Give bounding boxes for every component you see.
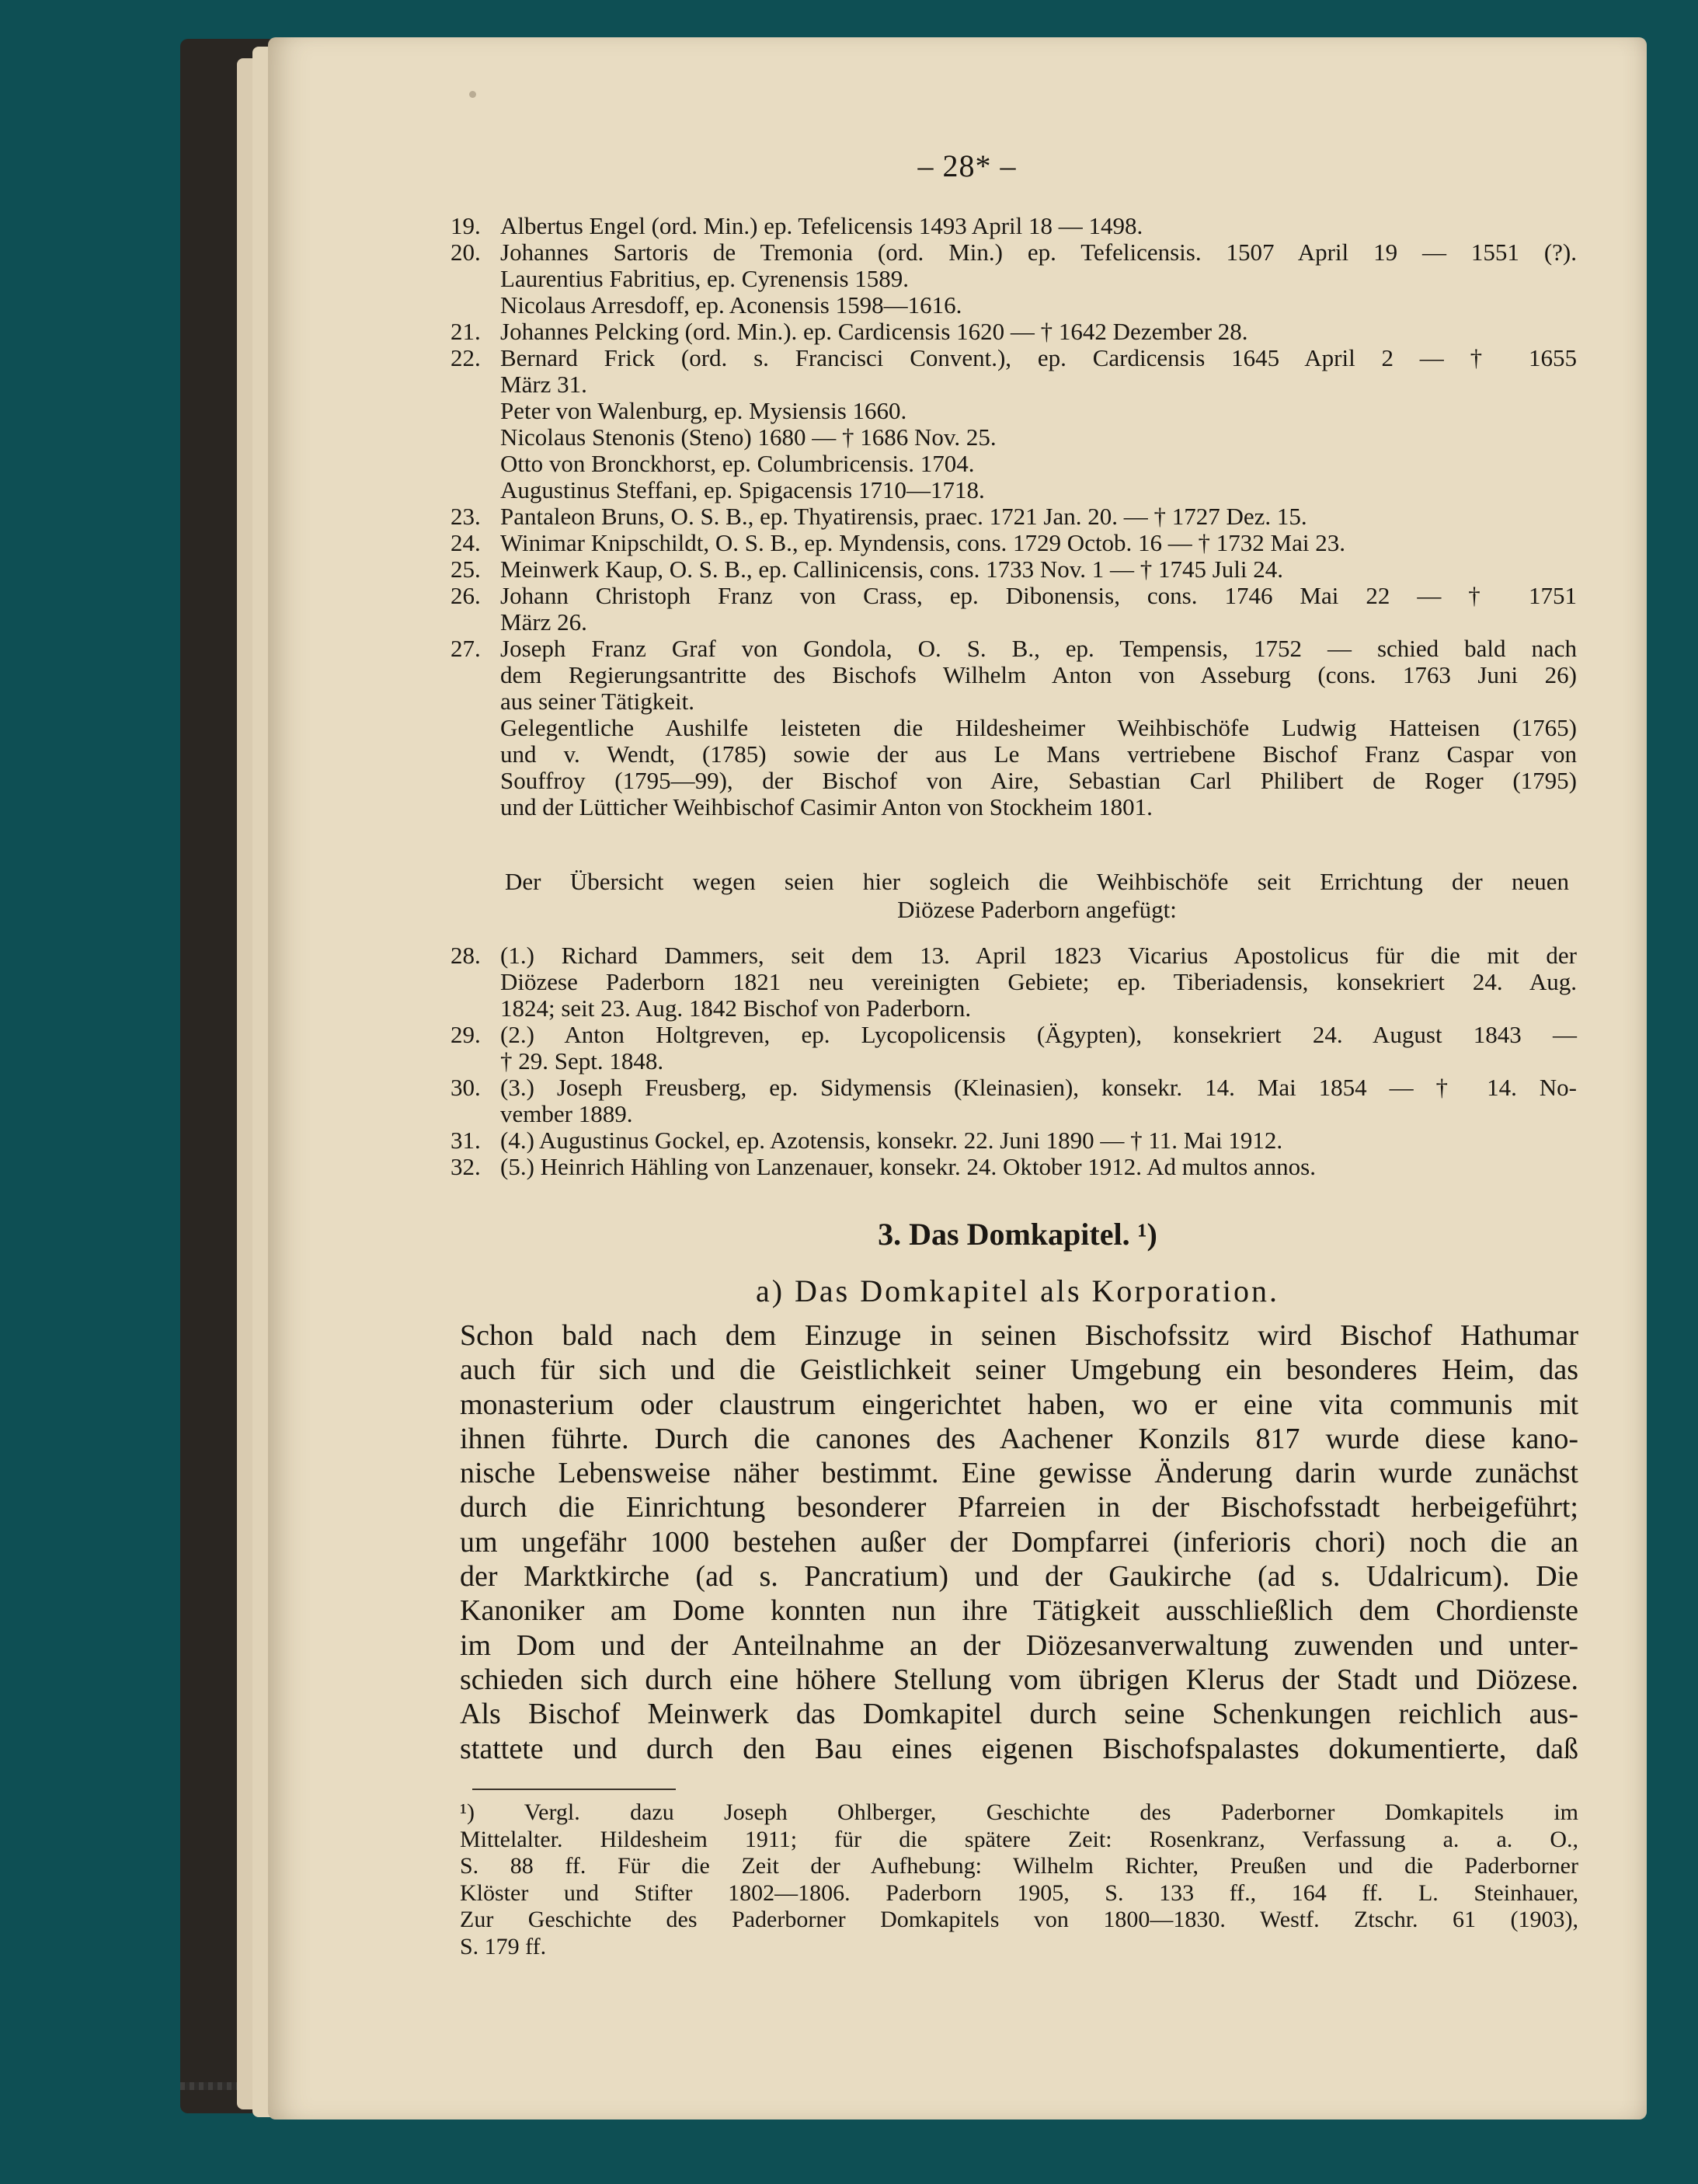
entry-line: vember 1889. xyxy=(500,1100,633,1127)
body-line: auch für sich und die Geistlichkeit seiner Umgebung ein besonderes Heim, das xyxy=(460,1353,1578,1387)
entry-number: 20. xyxy=(451,239,481,266)
entry-line: Meinwerk Kaup, O. S. B., ep. Callinicensis, cons. 1733 Nov. 1 — † 1745 Juli 24. xyxy=(500,556,1283,583)
entry-line: Nicolaus Arresdoff, ep. Aconensis 1598—1616. xyxy=(500,291,962,319)
entry-line: aus seiner Tätigkeit. xyxy=(500,688,694,715)
list-entry xyxy=(451,530,1577,556)
note-line: Der Übersicht wegen seien hier sogleich die Weihbischöfe seit Errichtung der neuen xyxy=(505,868,1569,895)
entry-line: Bernard Frick (ord. s. Francisci Convent.), ep. Cardicensis 1645 April 2 — † 1655 xyxy=(500,344,1577,371)
entry-line: (2.) Anton Holtgreven, ep. Lycopolicensis (Ägypten), konsekriert 24. August 1843 — xyxy=(500,1021,1577,1048)
entry-number: 27. xyxy=(451,635,481,662)
footnote-line: Mittelalter. Hildesheim 1911; für die spätere Zeit: Rosenkranz, Verfassung a. a. O., xyxy=(460,1826,1578,1852)
entry-number: 25. xyxy=(451,556,481,583)
entry-line: März 26. xyxy=(500,608,587,636)
entry-line: (5.) Heinrich Hähling von Lanzenauer, konsekr. 24. Oktober 1912. Ad multos annos. xyxy=(500,1153,1316,1180)
entry-number: 31. xyxy=(451,1127,481,1154)
auxiliary-bishop-list xyxy=(451,942,1577,1180)
body-line: im Dom und der Anteilnahme an der Diözesanverwaltung zuwenden und unter- xyxy=(460,1628,1578,1662)
entry-line: † 29. Sept. 1848. xyxy=(500,1047,664,1075)
body-paragraph xyxy=(460,1318,1578,1766)
entry-line: Otto von Bronckhorst, ep. Columbricensis. 1704. xyxy=(500,450,975,477)
body-line: stattete und durch den Bau eines eigenen Bischofspalastes dokumentierte, daß xyxy=(460,1732,1578,1765)
entry-number: 30. xyxy=(451,1074,481,1101)
entry-line: (4.) Augustinus Gockel, ep. Azotensis, konsekr. 22. Juni 1890 — † 11. Mai 1912. xyxy=(500,1127,1283,1154)
entry-line: Pantaleon Bruns, O. S. B., ep. Thyatirensis, praec. 1721 Jan. 20. — † 1727 Dez. 15. xyxy=(500,503,1307,530)
body-line: monasterium oder claustrum eingerichtet haben, wo er eine vita communis mit xyxy=(460,1388,1578,1421)
entry-line: 1824; seit 23. Aug. 1842 Bischof von Paderborn. xyxy=(500,994,972,1022)
entry-number: 22. xyxy=(451,344,481,371)
list-entry xyxy=(451,319,1577,345)
list-entry xyxy=(451,942,1577,1022)
entry-number: 32. xyxy=(451,1153,481,1180)
footnote-line: ¹) Vergl. dazu Joseph Ohlberger, Geschichte des Paderborner Domkapitels im xyxy=(460,1799,1578,1825)
entry-number: 28. xyxy=(451,942,481,969)
list-entry xyxy=(451,583,1577,636)
body-line: der Marktkirche (ad s. Pancratium) und der Gaukirche (ad s. Udalricum). Die xyxy=(460,1560,1578,1594)
footnote xyxy=(460,1799,1578,1960)
entry-line: Laurentius Fabritius, ep. Cyrenensis 1589. xyxy=(500,265,910,292)
entry-line: und v. Wendt, (1785) sowie der aus Le Mans vertriebene Bischof Franz Caspar von xyxy=(500,740,1577,768)
entry-line: Johannes Pelcking (ord. Min.). ep. Cardicensis 1620 — † 1642 Dezember 28. xyxy=(500,318,1248,345)
list-entry xyxy=(451,213,1577,239)
entry-line: März 31. xyxy=(500,371,587,398)
entry-line: Joseph Franz Graf von Gondola, O. S. B., ep. Tempensis, 1752 — schied bald nach xyxy=(500,635,1577,662)
entry-line: Winimar Knipschildt, O. S. B., ep. Myndensis, cons. 1729 Octob. 16 — † 1732 Mai 23. xyxy=(500,529,1345,556)
section-title: 3. Das Domkapitel. ¹) xyxy=(878,1217,1157,1252)
entry-line: (1.) Richard Dammers, seit dem 13. April 1823 Vicarius Apostolicus für die mit der xyxy=(500,942,1577,969)
entry-number: 26. xyxy=(451,582,481,609)
note-line: Diözese Paderborn angefügt: xyxy=(897,896,1177,923)
entry-line: Diözese Paderborn 1821 neu vereinigten Gebiete; ep. Tiberiadensis, konsekriert 24. Aug. xyxy=(500,968,1577,995)
entry-line: Augustinus Steffani, ep. Spigacensis 1710—1718. xyxy=(500,476,985,503)
entry-line: Nicolaus Stenonis (Steno) 1680 — † 1686 Nov. 25. xyxy=(500,423,997,451)
body-line: nische Lebensweise näher bestimmt. Eine gewisse Änderung darin wurde zunächst xyxy=(460,1457,1578,1490)
entry-line: (3.) Joseph Freusberg, ep. Sidymensis (Kleinasien), konsekr. 14. Mai 1854 — † 14. No- xyxy=(500,1074,1577,1101)
footnote-line: S. 179 ff. xyxy=(460,1933,547,1959)
list-entry xyxy=(451,1127,1577,1154)
footnote-line: S. 88 ff. Für die Zeit der Aufhebung: Wilhelm Richter, Preußen und die Paderborner xyxy=(460,1853,1578,1879)
footnote-line: Zur Geschichte des Paderborner Domkapitels von 1800—1830. Westf. Ztschr. 61 (1903), xyxy=(460,1907,1578,1932)
footnote-rule xyxy=(472,1789,676,1790)
entry-number: 23. xyxy=(451,503,481,530)
entry-line: Johann Christoph Franz von Crass, ep. Dibonensis, cons. 1746 Mai 22 — † 1751 xyxy=(500,582,1577,609)
entry-line: Peter von Walenburg, ep. Mysiensis 1660. xyxy=(500,397,907,424)
body-line: Schon bald nach dem Einzuge in seinen Bischofssitz wird Bischof Hathumar xyxy=(460,1319,1578,1352)
entry-line: dem Regierungsantritte des Bischofs Wilhelm Anton von Asseburg (cons. 1763 Juni 26) xyxy=(500,661,1577,688)
body-line: ihnen führte. Durch die canones des Aachener Konzils 817 wurde diese kano- xyxy=(460,1422,1578,1455)
entry-number: 21. xyxy=(451,318,481,345)
entry-number: 19. xyxy=(451,212,481,239)
body-line: Als Bischof Meinwerk das Domkapitel durch seine Schenkungen reichlich aus- xyxy=(460,1698,1578,1731)
paper-spot xyxy=(469,91,476,98)
entry-line: Johannes Sartoris de Tremonia (ord. Min.) ep. Tefelicensis. 1507 April 19 — 1551 (?). xyxy=(500,239,1577,266)
body-line: Kanoniker am Dome konnten nun ihre Tätigkeit ausschließlich dem Chordienste xyxy=(460,1594,1578,1628)
bishop-list xyxy=(451,213,1577,820)
page-number: – 28* – xyxy=(917,148,1017,183)
body-line: durch die Einrichtung besonderer Pfarreien in der Bischofsstadt herbeigeführt; xyxy=(460,1491,1578,1524)
auxiliary-bishops-note xyxy=(505,868,1569,924)
body-line: um ungefähr 1000 bestehen außer der Dompfarrei (inferioris chori) noch die an xyxy=(460,1525,1578,1559)
footnote-line: Klöster und Stifter 1802—1806. Paderborn 1905, S. 133 ff., 164 ff. L. Steinhauer, xyxy=(460,1879,1578,1906)
list-entry xyxy=(451,1154,1577,1180)
list-entry xyxy=(451,345,1577,503)
entry-line: Gelegentliche Aushilfe leisteten die Hildesheimer Weihbischöfe Ludwig Hatteisen (1765) xyxy=(500,714,1577,741)
list-entry xyxy=(451,503,1577,530)
entry-number: 24. xyxy=(451,529,481,556)
entry-line: Albertus Engel (ord. Min.) ep. Tefelicensis 1493 April 18 — 1498. xyxy=(500,212,1143,239)
body-line: schieden sich durch eine höhere Stellung vom übrigen Klerus der Stadt und Diözese. xyxy=(460,1663,1578,1696)
list-entry xyxy=(451,1022,1577,1075)
entry-line: Souffroy (1795—99), der Bischof von Aire, Sebastian Carl Philibert de Roger (1795) xyxy=(500,767,1577,794)
list-entry xyxy=(451,239,1577,319)
entry-number: 29. xyxy=(451,1021,481,1048)
entry-line: und der Lütticher Weihbischof Casimir Anton von Stockheim 1801. xyxy=(500,793,1153,820)
list-entry xyxy=(451,636,1577,820)
subsection-title: a) Das Domkapitel als Korporation. xyxy=(755,1273,1280,1308)
list-entry xyxy=(451,1075,1577,1127)
list-entry xyxy=(451,556,1577,583)
